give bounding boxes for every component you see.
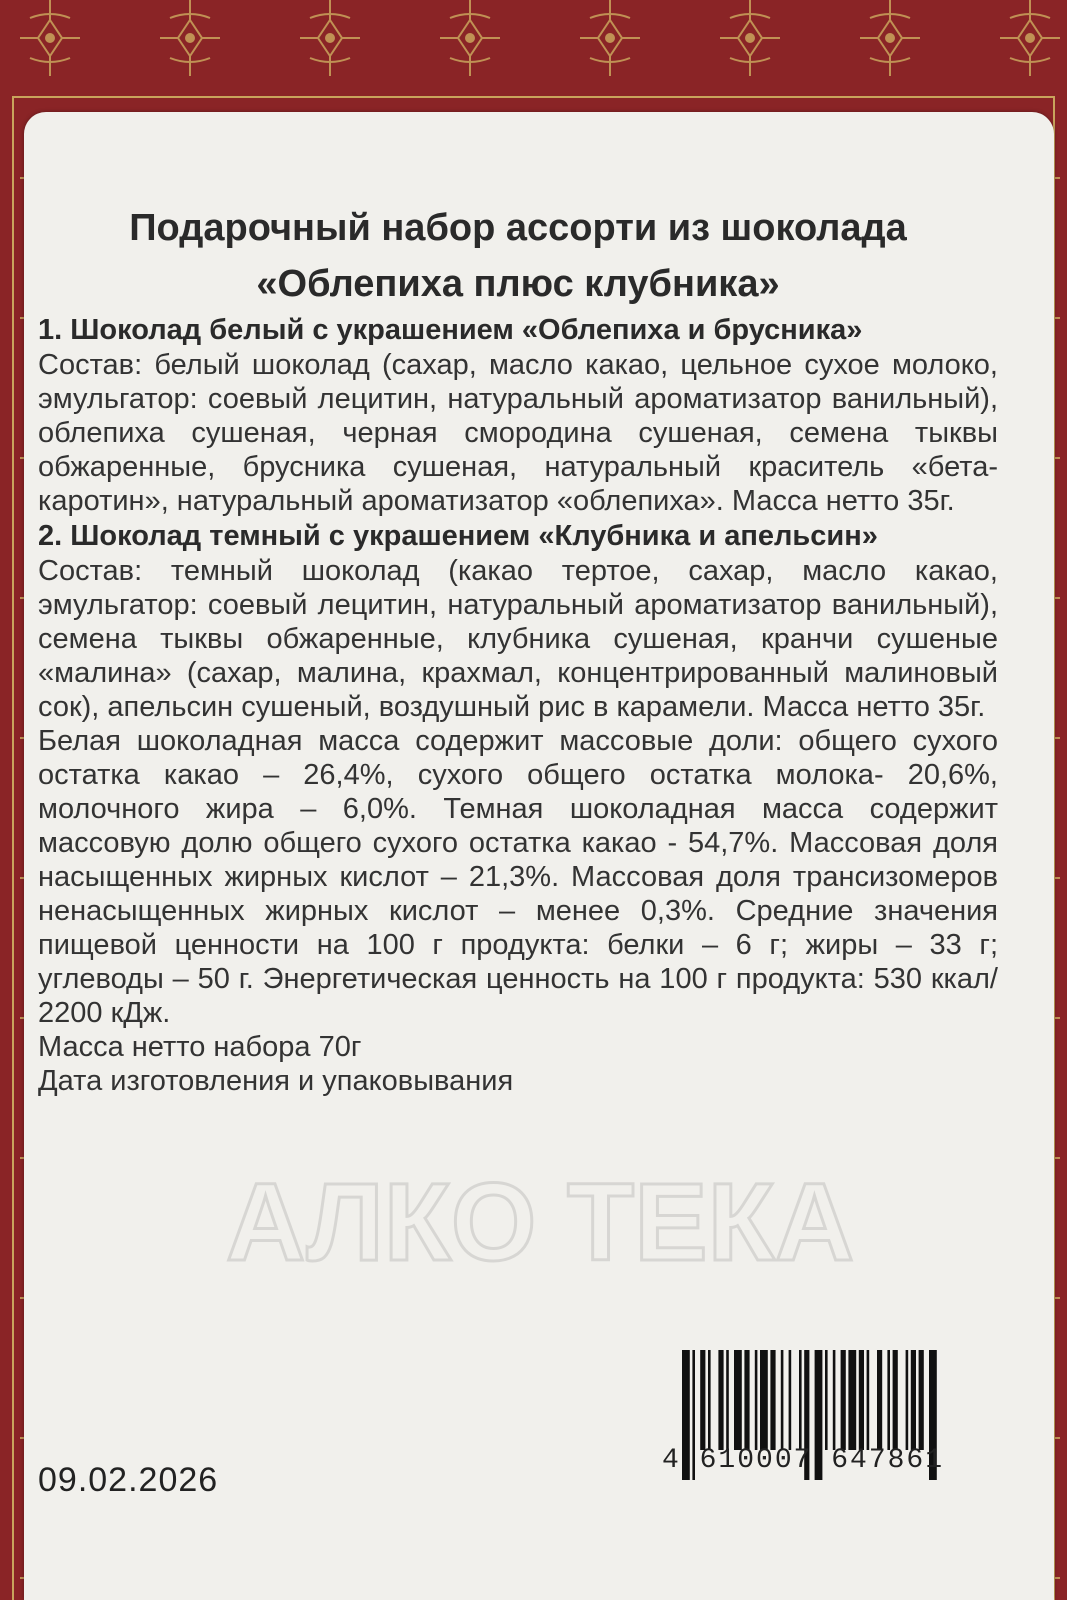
barcode-digits: 4 610007 647861 [662,1445,945,1476]
nutrition-info: Белая шоколадная масса содержит массовые доли: общего сухого остатка какао – 26,4%, сухого общего остатка молока- 20,6%, молочного жира – 6,0%. Темная шоколадная масса содержит массовую долю общего сухого остатка какао - 54,7%. Массовая доля насыщенных жирных кислот – 21,3%. Массовая доля трансизомеров ненасыщенных жирных кислот – менее 0,3%. Средние значения пищевой ценности на 100 г продукта: белки – 6 г; жиры – 33 г; углеводы – 50 г. Энергетическая ценность на 100 г продукта: 530 ккал/ 2200 кДж. [38,725,998,1029]
barcode-bar [700,1350,705,1450]
barcode-bar [789,1350,792,1450]
production-date: 09.02.2026 [38,1461,219,1499]
barcode-bar [781,1350,784,1450]
barcode-bar [833,1350,836,1450]
barcode-bar [893,1350,898,1450]
barcode-bar [848,1350,856,1450]
barcode-bar [734,1350,742,1450]
barcode-bar [841,1350,846,1450]
label-content [38,200,998,1098]
item-1-heading: 1. Шоколад белый с украшением «Облепиха и брусника» [38,314,863,346]
barcode-bar [708,1350,711,1450]
item-2-heading: 2. Шоколад темный с украшением «Клубника и апельсин» [38,520,878,552]
watermark-text: АЛКО ТЕКА [225,1161,855,1284]
barcode-bar [906,1350,909,1450]
barcode-bar [859,1350,864,1450]
product-title: Подарочный набор ассорти из шоколада «Облепиха плюс клубника» [129,207,907,305]
net-weight: Масса нетто набора 70г [38,1031,362,1063]
date-label: Дата изготовления и упаковывания [38,1065,514,1097]
item-2-composition: Состав: темный шоколад (какао тертое, сахар, масло какао, эмульгатор: соевый лецитин, натуральный ароматизатор ванильный), семена тыквы обжаренные, клубника сушеная, кранчи сушеные «малина» (сахар, малина, крахмал, концентрированный малиновый сок), апельсин сушеный, воздушный рис в карамели. Масса нетто 35г. [38,555,998,723]
barcode-bar [887,1350,890,1450]
barcode-bar [825,1350,828,1450]
barcode-bar [755,1350,758,1450]
barcode-bar [744,1350,749,1450]
barcode-bar [718,1350,723,1450]
barcode-bar [760,1350,768,1450]
barcode-bar [911,1350,916,1450]
barcode-bar [867,1350,870,1450]
barcode-bar [919,1350,924,1450]
barcode-bar [726,1350,729,1450]
watermark-logo [225,1160,855,1350]
barcode-bar [799,1350,802,1450]
item-1-composition: Состав: белый шоколад (сахар, масло какао, цельное сухое молоко, эмульгатор: соевый лецитин, натуральный ароматизатор ванильный), облепиха сушеная, черная смородина сушеная, семена тыквы обжаренные, брусника сушеная, натуральный краситель «бета-каротин», натуральный ароматизатор «облепиха». Масса нетто 35г. [38,349,998,517]
barcode-bar [770,1350,775,1450]
barcode-bar [877,1350,882,1450]
